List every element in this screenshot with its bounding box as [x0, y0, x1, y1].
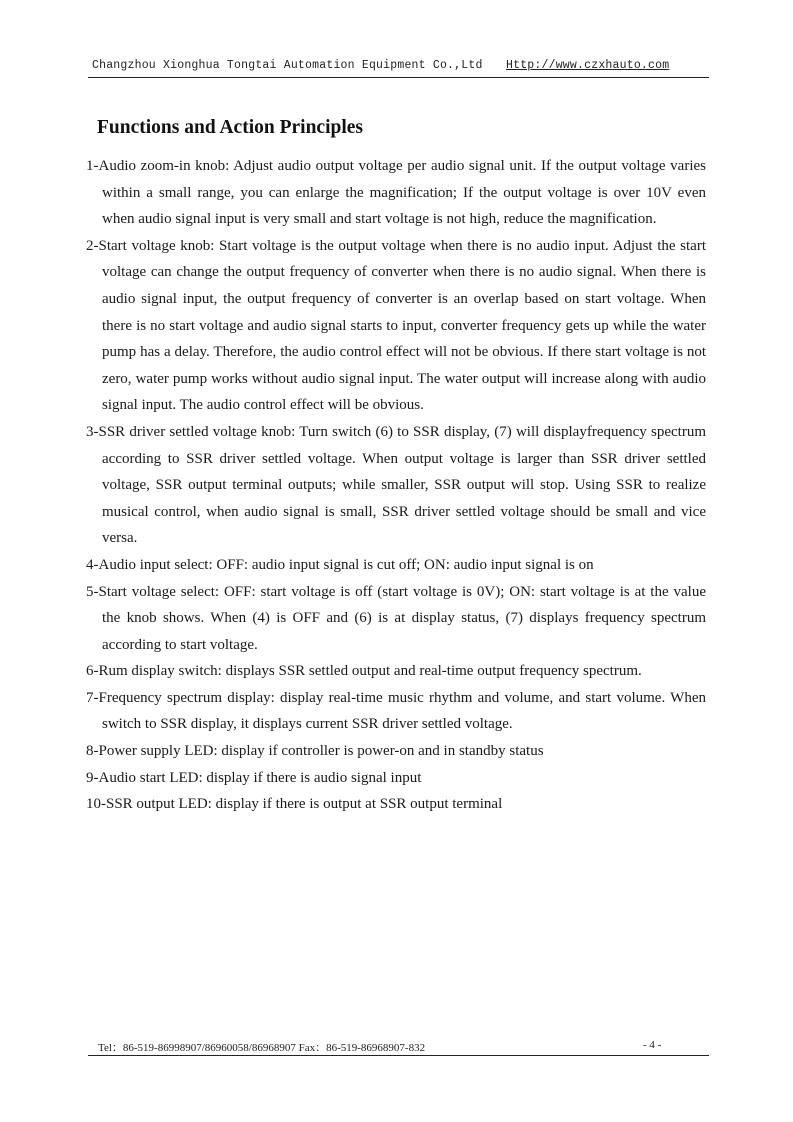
page-number: - 4 - [643, 1039, 662, 1051]
list-item-power-led: 8-Power supply LED: display if controller is power-on and in standby status [86, 743, 544, 760]
function-list [86, 153, 706, 818]
company-name: Changzhou Xionghua Tongtai Automation Equipment Co.,Ltd [92, 59, 483, 72]
list-item-ssr-driver-knob: 3-SSR driver settled voltage knob: Turn switch (6) to SSR display, (7) will displayfrequency spectrum according to SSR driver settled voltage. When output voltage is larger than SSR driver settled voltage, SSR output terminal outputs; while smaller, SSR output will stop. Using SSR to realize musical control, when audio signal is small, SSR driver settled voltage should be small and vice versa. [86, 423, 706, 547]
contact-info: Tel：86-519-86998907/86960058/86968907 Fax：86-519-86968907-832 [98, 1042, 426, 1054]
list-item-audio-start-led: 9-Audio start LED: display if there is audio signal input [86, 769, 422, 786]
list-item-audio-input-select: 4-Audio input select: OFF: audio input signal is cut off; ON: audio input signal is on [86, 556, 594, 573]
company-website-link[interactable]: Http://www.czxhauto.com [506, 59, 670, 72]
list-item-audio-zoom-knob: 1-Audio zoom-in knob: Adjust audio output voltage per audio signal unit. If the output voltage varies within a small range, you can enlarge the magnification; If the output voltage is over 10V even when audio signal input is very small and start voltage is not high, reduce the magnification. [86, 158, 706, 228]
list-item-ssr-output-led: 10-SSR output LED: display if there is output at SSR output terminal [86, 796, 503, 813]
page-header [88, 58, 709, 78]
section-title: Functions and Action Principles [97, 117, 363, 138]
list-item-start-voltage-select: 5-Start voltage select: OFF: start voltage is off (start voltage is 0V); ON: start voltage is at the value the knob shows. When (4) is OFF and (6) is at display status, (7) displays frequency spectrum according to start voltage. [86, 583, 706, 653]
list-item-display-switch: 6-Rum display switch: displays SSR settled output and real-time output frequency spectrum. [86, 663, 642, 680]
list-item-spectrum-display: 7-Frequency spectrum display: display real-time music rhythm and volume, and start volume. When switch to SSR display, it displays current SSR driver settled voltage. [86, 689, 706, 733]
list-item-start-voltage-knob: 2-Start voltage knob: Start voltage is the output voltage when there is no audio input. Adjust the start voltage can change the output frequency of converter when there is no audio signal. When there is audio signal input, the output frequency of converter is an overlap based on start voltage. When there is no start voltage and audio signal starts to input, converter frequency gets up while the water pump has a delay. Therefore, the audio control effect will not be obvious. If there start voltage is not zero, water pump works without audio signal input. The water output will increase along with audio signal input. The audio control effect will be obvious. [86, 237, 706, 414]
page-footer [88, 1037, 709, 1056]
